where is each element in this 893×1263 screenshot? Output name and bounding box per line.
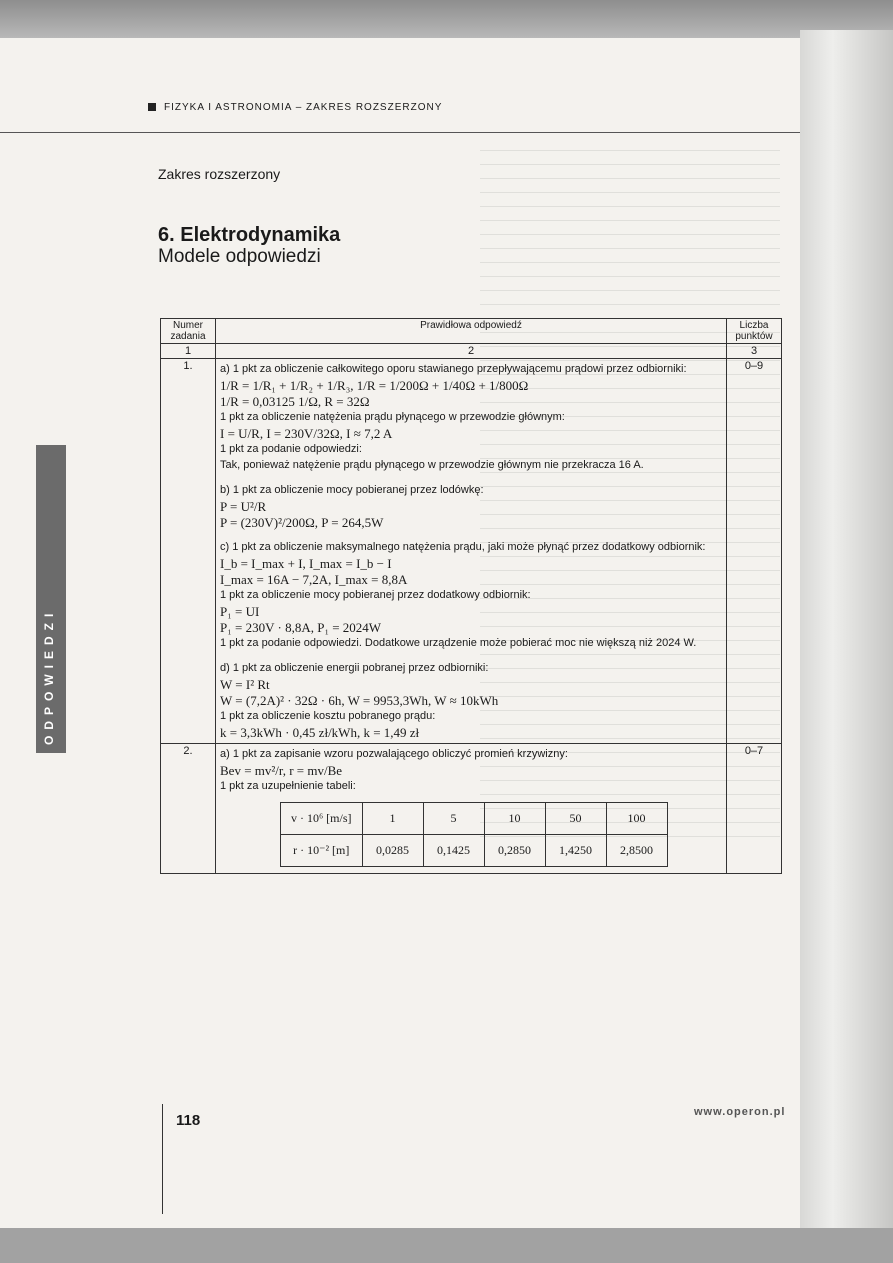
task-number: 2. (161, 744, 216, 874)
velocity-radius-table (280, 802, 668, 867)
answer-line: I_b = I_max + I, I_max = I_b − I (220, 556, 392, 571)
answer-line: P = (230V)²/200Ω, P = 264,5W (220, 515, 384, 530)
answer-line: 1 pkt za podanie odpowiedzi. Dodatkowe urządzenie może pobierać moc nie większą niż 2024 W. (220, 637, 697, 649)
square-icon (148, 103, 156, 111)
table-row (161, 359, 782, 744)
task-points: 0–7 (727, 744, 782, 874)
header-task-number: Numer zadania (161, 319, 216, 344)
answer-line: Tak, ponieważ natężenie prądu płynącego w przewodzie głównym nie przekracza 16 A. (220, 459, 644, 471)
header-title: FIZYKA I ASTRONOMIA – ZAKRES ROZSZERZONY (164, 102, 443, 113)
table-cell: 0,0285 (362, 835, 423, 867)
answer-line: 1 pkt za obliczenie mocy pobieranej przez dodatkowy odbiornik: (220, 589, 531, 601)
chapter-subtitle: Modele odpowiedzi (158, 246, 321, 267)
answer-line: W = I² Rt (220, 677, 270, 692)
answer-line: 1 pkt za obliczenie kosztu pobranego prądu: (220, 710, 436, 722)
answer-line: Bev = mv²/r, r = mv/Be (220, 763, 343, 778)
answer-line: b) 1 pkt za obliczenie mocy pobieranej przez lodówkę: (220, 484, 484, 496)
column-number-row (161, 344, 782, 359)
table-row (281, 803, 668, 835)
table-cell: 2,8500 (606, 835, 667, 867)
answer-line: a) 1 pkt za zapisanie wzoru pozwalającego obliczyć promień krzywizny: (220, 748, 568, 760)
table-header-row (161, 319, 782, 344)
header-rule (0, 132, 800, 133)
table-cell: 0,1425 (423, 835, 484, 867)
col-number-3: 3 (727, 344, 782, 359)
answers-table (160, 318, 782, 874)
table-row (161, 744, 782, 874)
answer-line: d) 1 pkt za obliczenie energii pobranej przez odbiorniki: (220, 662, 489, 674)
table-cell: 50 (545, 803, 606, 835)
section-subtitle: Zakres rozszerzony (158, 166, 281, 182)
table-row (281, 835, 668, 867)
publisher-url: www.operon.pl (694, 1106, 786, 1118)
answer-line: W = (7,2A)² · 32Ω · 6h, W = 9953,3Wh, W ≈ 10kWh (220, 693, 499, 708)
task-answer (216, 744, 727, 874)
col-number-2: 2 (216, 344, 727, 359)
scan-bottom-border (0, 1228, 893, 1263)
answer-line: a) 1 pkt za obliczenie całkowitego oporu stawianego przepływającemu prądowi przez odbiorniki: (220, 363, 687, 375)
col-number-1: 1 (161, 344, 216, 359)
scan-top-border (0, 0, 893, 38)
footer-rule (162, 1104, 163, 1214)
table-cell: r · 10⁻² [m] (281, 835, 363, 867)
table-cell: 10 (484, 803, 545, 835)
task-number: 1. (161, 359, 216, 744)
table-cell: 100 (606, 803, 667, 835)
answer-line: I = U/R, I = 230V/32Ω, I ≈ 7,2 A (220, 426, 393, 441)
answer-line: P₁ = 230V · 8,8A, P₁ = 2024W (220, 620, 382, 635)
chapter-title: 6. Elektrodynamika (158, 224, 341, 246)
table-cell: v · 10⁶ [m/s] (281, 803, 363, 835)
task-points: 0–9 (727, 359, 782, 744)
answer-line: 1/R = 1/R₁ + 1/R₂ + 1/R₃, 1/R = 1/200Ω + 1/40Ω + 1/800Ω (220, 378, 529, 393)
page-edge (800, 30, 893, 1235)
answer-line: P₁ = UI (220, 604, 260, 619)
table-cell: 1,4250 (545, 835, 606, 867)
page-number: 118 (176, 1112, 201, 1129)
side-tab-label: ODPOWIEDZI (42, 607, 56, 745)
answer-line: 1 pkt za uzupełnienie tabeli: (220, 780, 356, 792)
answer-line: 1/R = 0,03125 1/Ω, R = 32Ω (220, 394, 370, 409)
table-cell: 5 (423, 803, 484, 835)
running-header (148, 102, 442, 113)
answer-line: 1 pkt za podanie odpowiedzi: (220, 443, 362, 455)
header-points: Liczba punktów (727, 319, 782, 344)
table-cell: 1 (362, 803, 423, 835)
task-answer (216, 359, 727, 744)
table-cell: 0,2850 (484, 835, 545, 867)
answer-line: 1 pkt za obliczenie natężenia prądu płynącego w przewodzie głównym: (220, 411, 565, 423)
side-tab (36, 445, 66, 753)
header-answer: Prawidłowa odpowiedź (216, 319, 727, 344)
answer-line: I_max = 16A − 7,2A, I_max = 8,8A (220, 572, 408, 587)
answer-line: c) 1 pkt za obliczenie maksymalnego natężenia prądu, jaki może płynąć przez dodatkowy odbiornik: (220, 541, 706, 553)
answer-line: P = U²/R (220, 499, 267, 514)
answer-line: k = 3,3kWh · 0,45 zł/kWh, k = 1,49 zł (220, 725, 420, 740)
